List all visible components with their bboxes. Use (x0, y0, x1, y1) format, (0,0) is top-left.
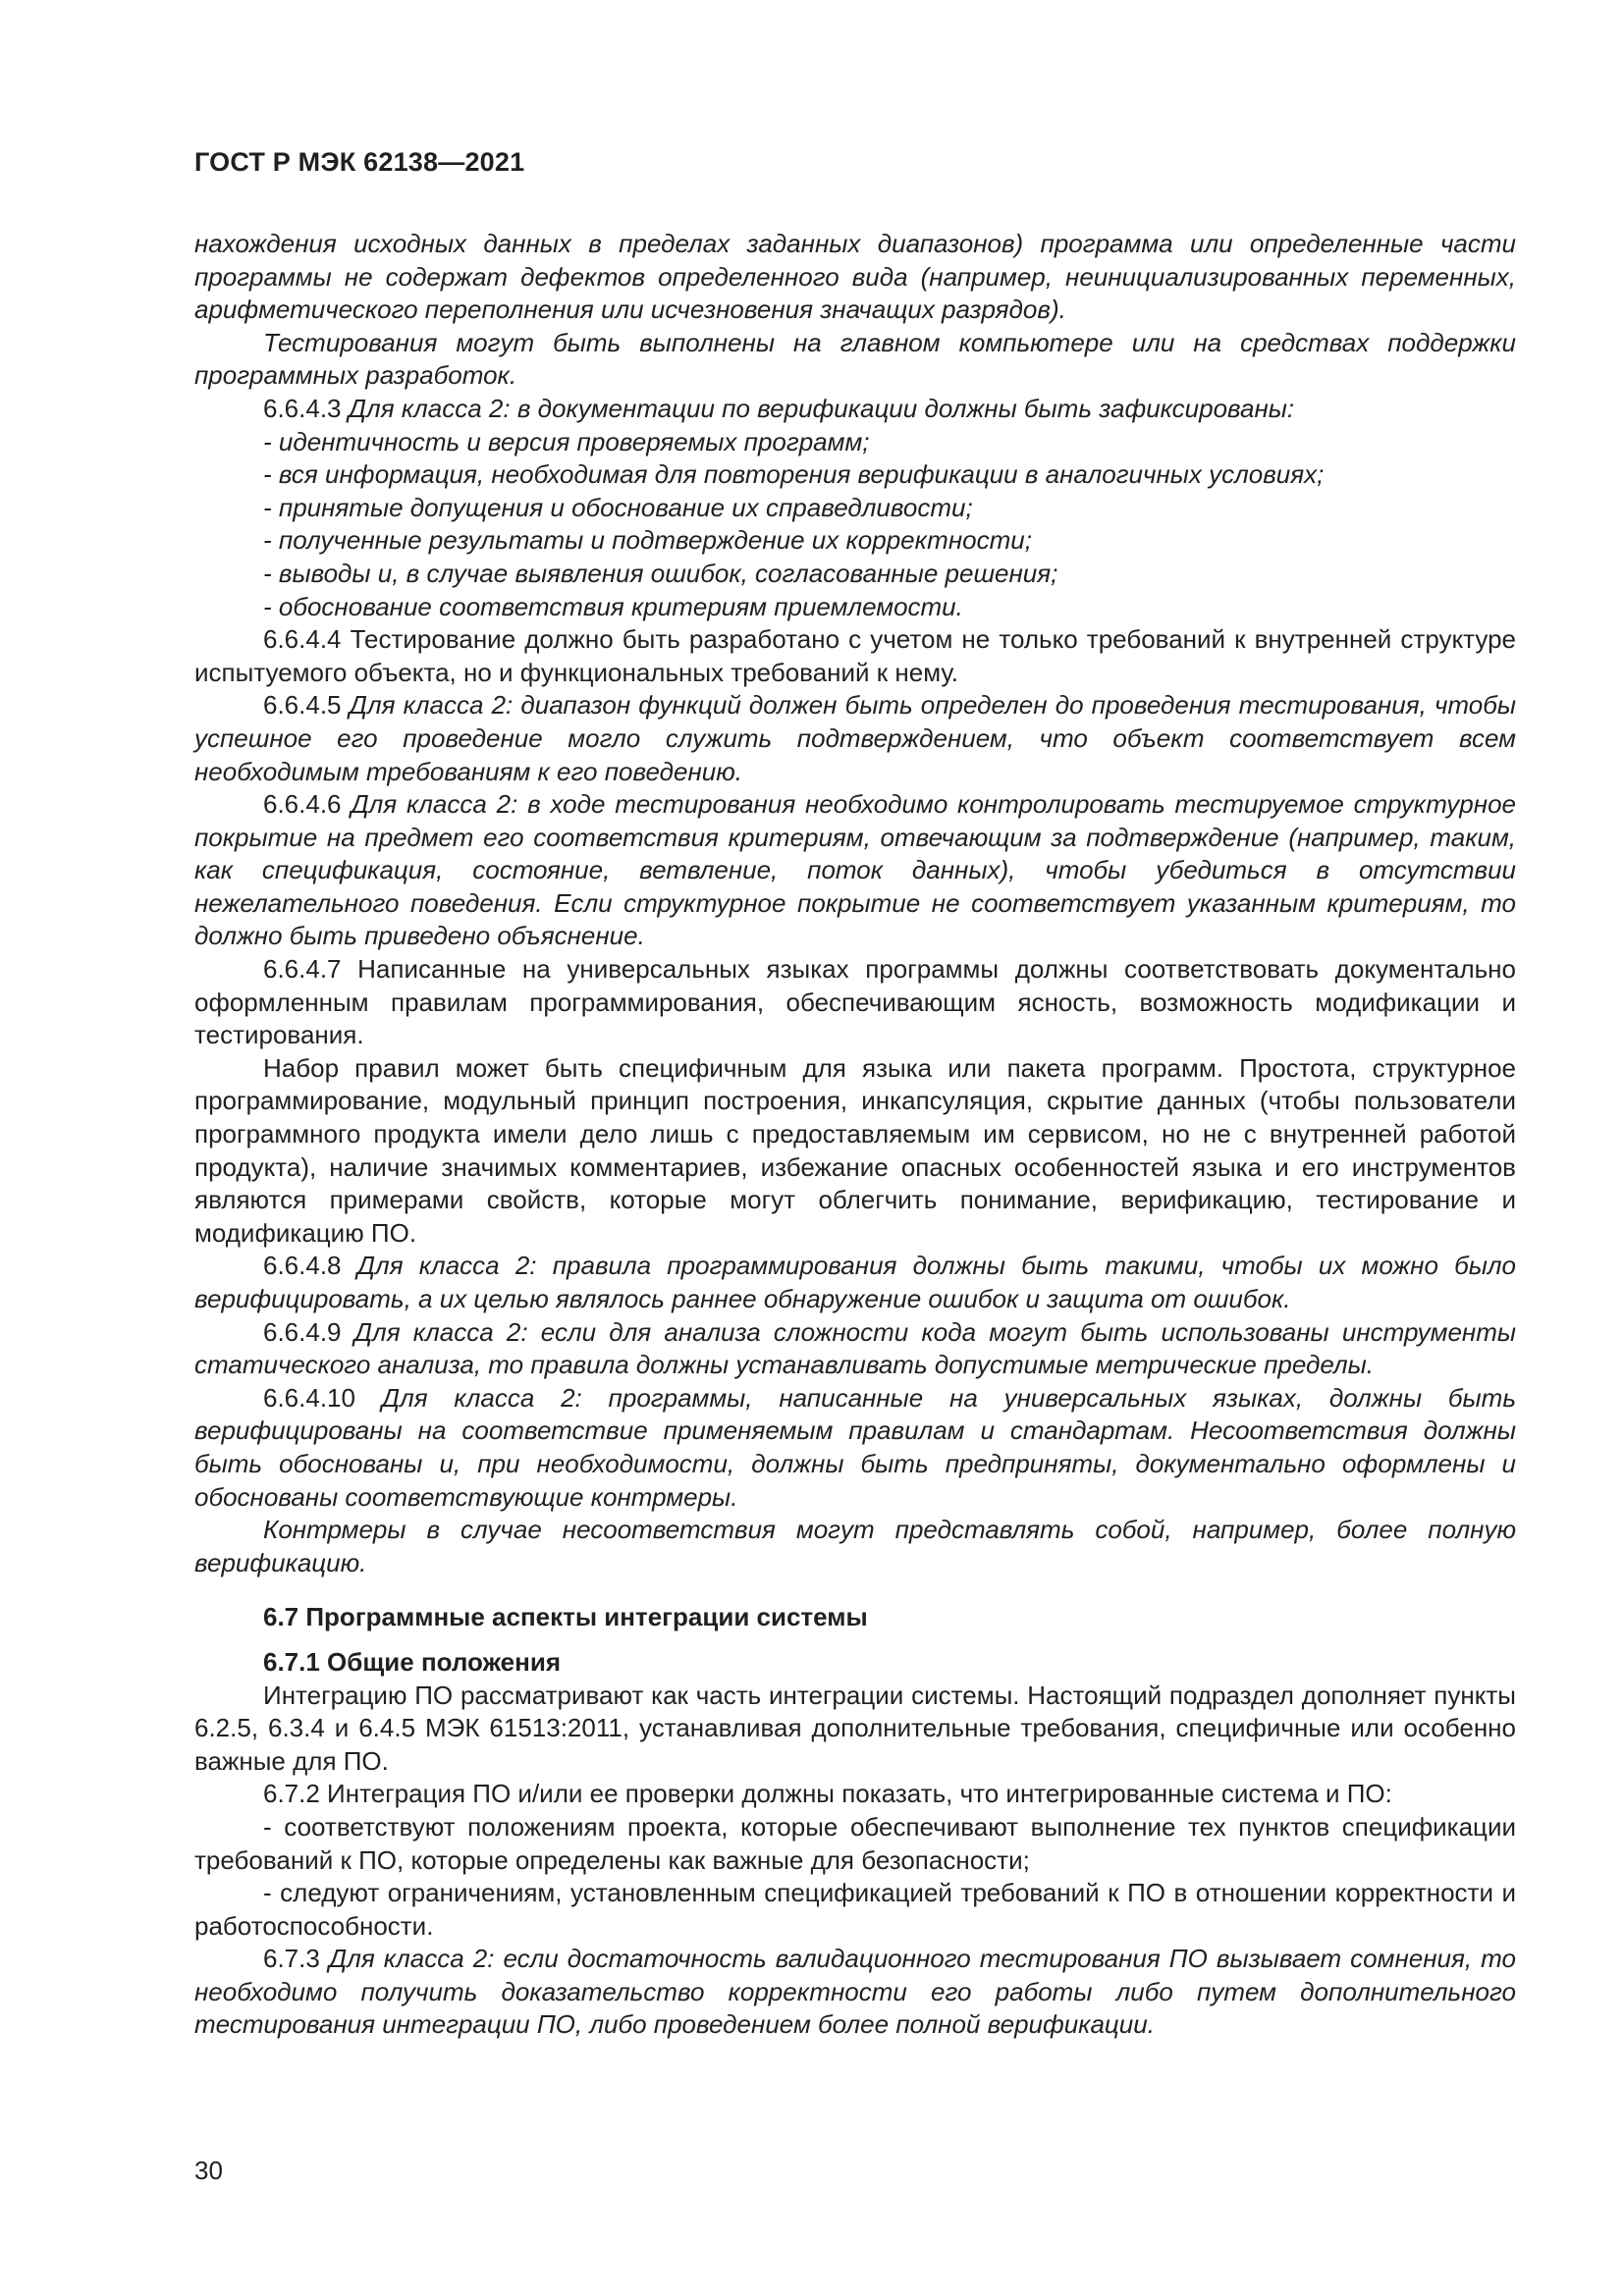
clause-6-7-2: 6.7.2 Интеграция ПО и/или ее проверки должны показать, что интегрированные система и ПО: (263, 1779, 1392, 1809)
list-item: - полученные результаты и подтверждение их корректности; (263, 525, 1032, 556)
paragraph-testing-host: Тестирования могут быть выполнены на главном компьютере или на средствах поддержки программных разработок. (194, 327, 1516, 391)
list-item: - следуют ограничениям, установленным спецификацией требований к ПО в отношении корректности и работоспособности. (194, 1878, 1516, 1941)
list-item: - идентичность и версия проверяемых программ; (263, 426, 870, 456)
clause-number: 6.6.4.5 (263, 690, 342, 721)
clause-6-6-4-9 (194, 1316, 1516, 1382)
clause-number: 6.6.4.10 (263, 1382, 355, 1413)
list-item: - выводы и, в случае выявления ошибок, согласованные решения; (263, 558, 1058, 588)
clause-6-6-4-6 (194, 788, 1516, 953)
document-body (194, 228, 1516, 2042)
paragraph-countermeasures: Контрмеры в случае несоответствия могут представлять собой, например, более полную верификацию. (194, 1515, 1516, 1577)
clause-text: Для класса 2: программы, написанные на универсальных языках, должны быть верифицированы на соответствие применяемым правилам и стандартам. Несоответствия должны быть обоснованы и, при необходимости, должны быть предприняты, документально оформлены и обоснованы соответствующие контрмеры. (194, 1382, 1516, 1512)
page-number: 30 (194, 2156, 223, 2185)
clause-6-6-4-3 (194, 393, 1516, 426)
clause-6-6-4-10 (194, 1382, 1516, 1514)
clause-6-6-4-7: 6.6.4.7 Написанные на универсальных языках программы должны соответствовать документально оформленным правилам программирования, обеспечивающим ясность, возможность модификации и тестирования. (194, 954, 1516, 1050)
list-item: - вся информация, необходимая для повторения верификации в аналогичных условиях; (263, 459, 1325, 490)
list-item: - обоснование соответствия критериям приемлемости. (263, 591, 963, 621)
clause-number: 6.6.4.3 (263, 393, 342, 423)
clause-6-6-4-5 (194, 689, 1516, 788)
document-header: ГОСТ Р МЭК 62138—2021 (194, 147, 525, 177)
clause-number: 6.6.4.8 (263, 1251, 342, 1281)
clause-text: Для класса 2: в документации по верификации должны быть зафиксированы: (348, 393, 1295, 423)
clause-text: Для класса 2: правила программирования должны быть такими, чтобы их можно было верифицировать, а их целью являлось раннее обнаружение ошибок и защита от ошибок. (194, 1251, 1516, 1313)
clause-number: 6.7.3 (263, 1944, 320, 1974)
clause-text: Для класса 2: в ходе тестирования необходимо контролировать тестируемое структурное покрытие на предмет его соответствия критериям, отвечающим за подтверждение (например, таким, как спецификация, состояние, ветвление, поток данных), чтобы убедиться в отсутствии нежелательного поведения. Если структурное покрытие не соответствует указанным критериям, то должно быть приведено объяснение. (194, 789, 1516, 951)
paragraph-integration: Интеграцию ПО рассматривают как часть интеграции системы. Настоящий подраздел дополняет пункты 6.2.5, 6.3.4 и 6.4.5 МЭК 61513:2011, устанавливая дополнительные требования, специфичные или особенно важные для ПО. (194, 1680, 1516, 1776)
paragraph-rules-set: Набор правил может быть специфичным для языка или пакета программ. Простота, структурное программирование, модульный принцип построения, инкапсуляция, скрытие данных (чтобы пользователи программного продукта имели дело лишь с предоставляемым им сервисом, но не с внутренней работой продукта), наличие значимых комментариев, избежание опасных особенностей языка и его инструментов являются примерами свойств, которые могут облегчить понимание, верификацию, тестирование и модификацию ПО. (194, 1052, 1516, 1248)
subsection-heading-6-7-1: 6.7.1 Общие положения (263, 1646, 561, 1677)
clause-text: Для класса 2: если для анализа сложности кода могут быть использованы инструменты статического анализа, то правила должны устанавливать допустимые метрические пределы. (194, 1316, 1516, 1380)
clause-6-6-4-8 (194, 1250, 1516, 1315)
list-item: - соответствуют положениям проекта, которые обеспечивают выполнение тех пунктов спецификации требований к ПО, которые определены как важные для безопасности; (194, 1811, 1516, 1875)
clause-number: 6.6.4.6 (263, 789, 342, 820)
list-item: - принятые допущения и обоснование их справедливости; (263, 492, 973, 522)
paragraph-continuation: нахождения исходных данных в пределах заданных диапазонов) программа или определенные части программы не содержат дефектов определенного вида (например, неинициализированных переменных, арифметического переполнения или исчезновения значащих разрядов). (194, 229, 1516, 325)
clause-6-7-3 (194, 1943, 1516, 2042)
clause-text: Для класса 2: если достаточность валидационного тестирования ПО вызывает сомнения, то необходимо получить доказательство корректности его работы либо путем дополнительного тестирования интеграции ПО, либо проведением более полной верификации. (194, 1944, 1516, 2040)
section-heading-6-7: 6.7 Программные аспекты интеграции системы (263, 1602, 868, 1632)
clause-text: Для класса 2: диапазон функций должен быть определен до проведения тестирования, чтобы успешное его проведение могло служить подтверждением, что объект соответствует всем необходимым требованиям к его поведению. (194, 690, 1516, 786)
clause-6-6-4-4: 6.6.4.4 Тестирование должно быть разработано с учетом не только требований к внутренней структуре испытуемого объекта, но и функциональных требований к нему. (194, 624, 1516, 687)
clause-number: 6.6.4.9 (263, 1316, 342, 1347)
